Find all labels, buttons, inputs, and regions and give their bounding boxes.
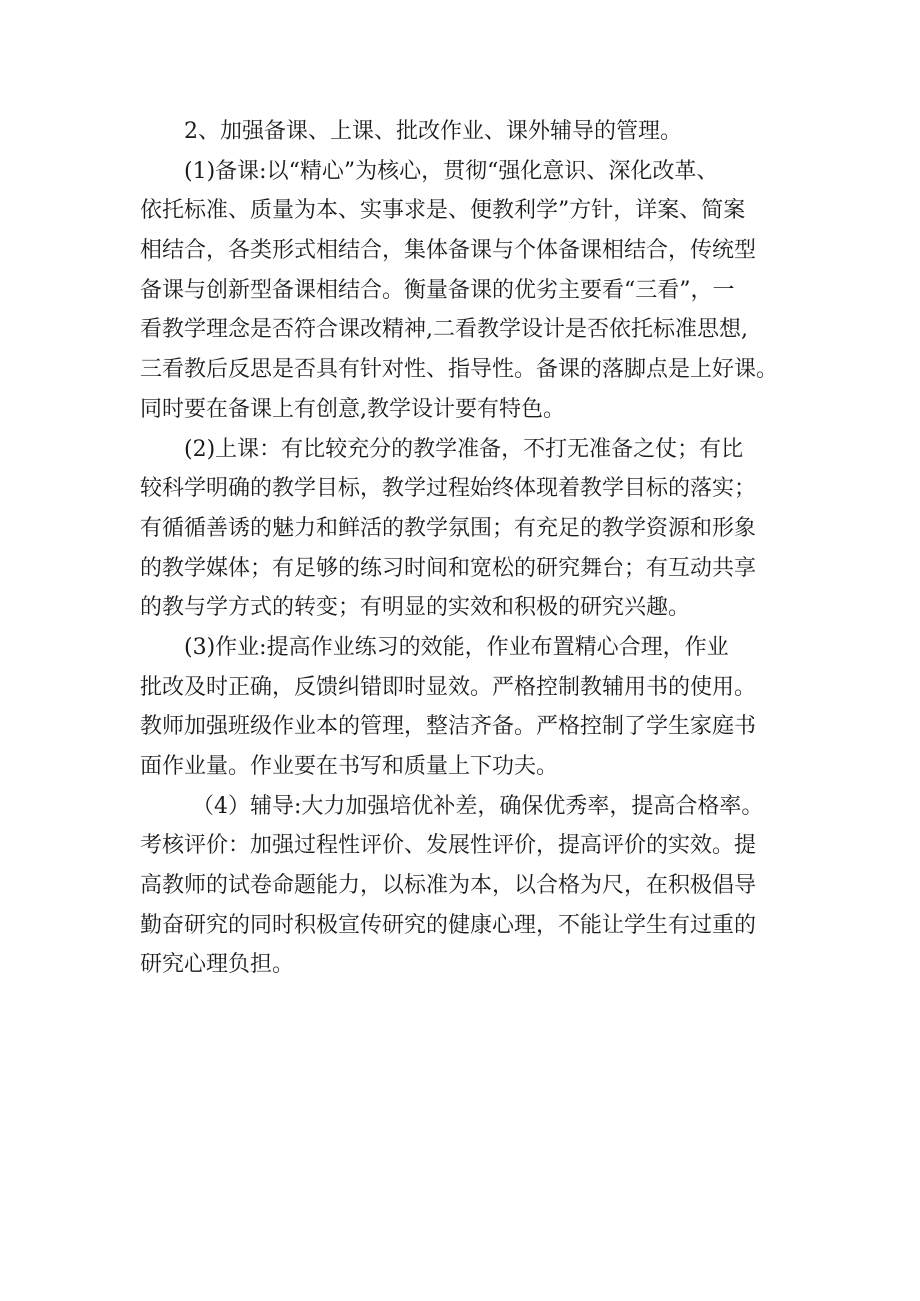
paragraph-line: 考核评价：加强过程性评价、发展性评价，提高评价的实效。提 [140, 833, 757, 859]
paragraph-tutoring [140, 787, 790, 985]
paragraph-class-teaching [140, 430, 790, 628]
paragraph-line: 研究心理负担。 [140, 952, 295, 978]
paragraph-line: 的教与学方式的转变；有明显的实效和积极的研究兴趣。 [140, 595, 691, 621]
paragraph-line: (1)备课:以“精心”为核心，贯彻“强化意识、深化改革、 [184, 158, 719, 184]
paragraph-homework [140, 628, 790, 787]
paragraph-line: 相结合，各类形式相结合，集体备课与个体备课相结合，传统型 [140, 238, 757, 264]
document-body [140, 112, 790, 985]
paragraph-line: 面作业量。作业要在书写和质量上下功夫。 [140, 754, 559, 779]
paragraph-line: 勤奋研究的同时积极宣传研究的健康心理，不能让学生有过重的 [140, 912, 757, 938]
paragraph-line: 依托标准、质量为本、实事求是、便教利学”方针，详案、简案 [140, 198, 746, 224]
paragraph-line: 较科学明确的教学目标，教学过程始终体现着教学目标的落实； [140, 476, 757, 502]
paragraph-line: 看教学理念是否符合课改精神,二看教学设计是否依托标准思想, [140, 317, 748, 343]
paragraph-line: 同时要在备课上有创意,教学设计要有特色。 [140, 396, 565, 422]
paragraph-line: （4）辅导:大力加强培优补差，确保优秀率，提高合格率。 [192, 793, 764, 819]
paragraph-line: 教师加强班级作业本的管理，整洁齐备。严格控制了学生家庭书 [140, 714, 757, 740]
paragraph-line: 三看教后反思是否具有针对性、指导性。备课的落脚点是上好课。 [140, 357, 779, 383]
section-heading: 2、加强备课、上课、批改作业、课外辅导的管理。 [184, 119, 682, 144]
paragraph-line: 备课与创新型备课相结合。衡量备课的优劣主要看“三看”，一 [140, 277, 735, 303]
paragraph-line: 的教学媒体；有足够的练习时间和宽松的研究舞台；有互动共享 [140, 555, 757, 581]
paragraph-line: 高教师的试卷命题能力，以标准为本，以合格为尺，在积极倡导 [140, 873, 757, 899]
paragraph-line: 批改及时正确，反馈纠错即时显效。严格控制教辅用书的使用。 [140, 674, 757, 700]
paragraph-line: (2)上课：有比较充分的教学准备，不打无准备之仗；有比 [184, 436, 744, 462]
paragraph-lesson-prep [140, 152, 790, 430]
paragraph-line: (3)作业:提高作业练习的效能，作业布置精心合理，作业 [184, 634, 729, 660]
paragraph-line: 有循循善诱的魅力和鲜活的教学氛围；有充足的教学资源和形象 [140, 515, 757, 541]
